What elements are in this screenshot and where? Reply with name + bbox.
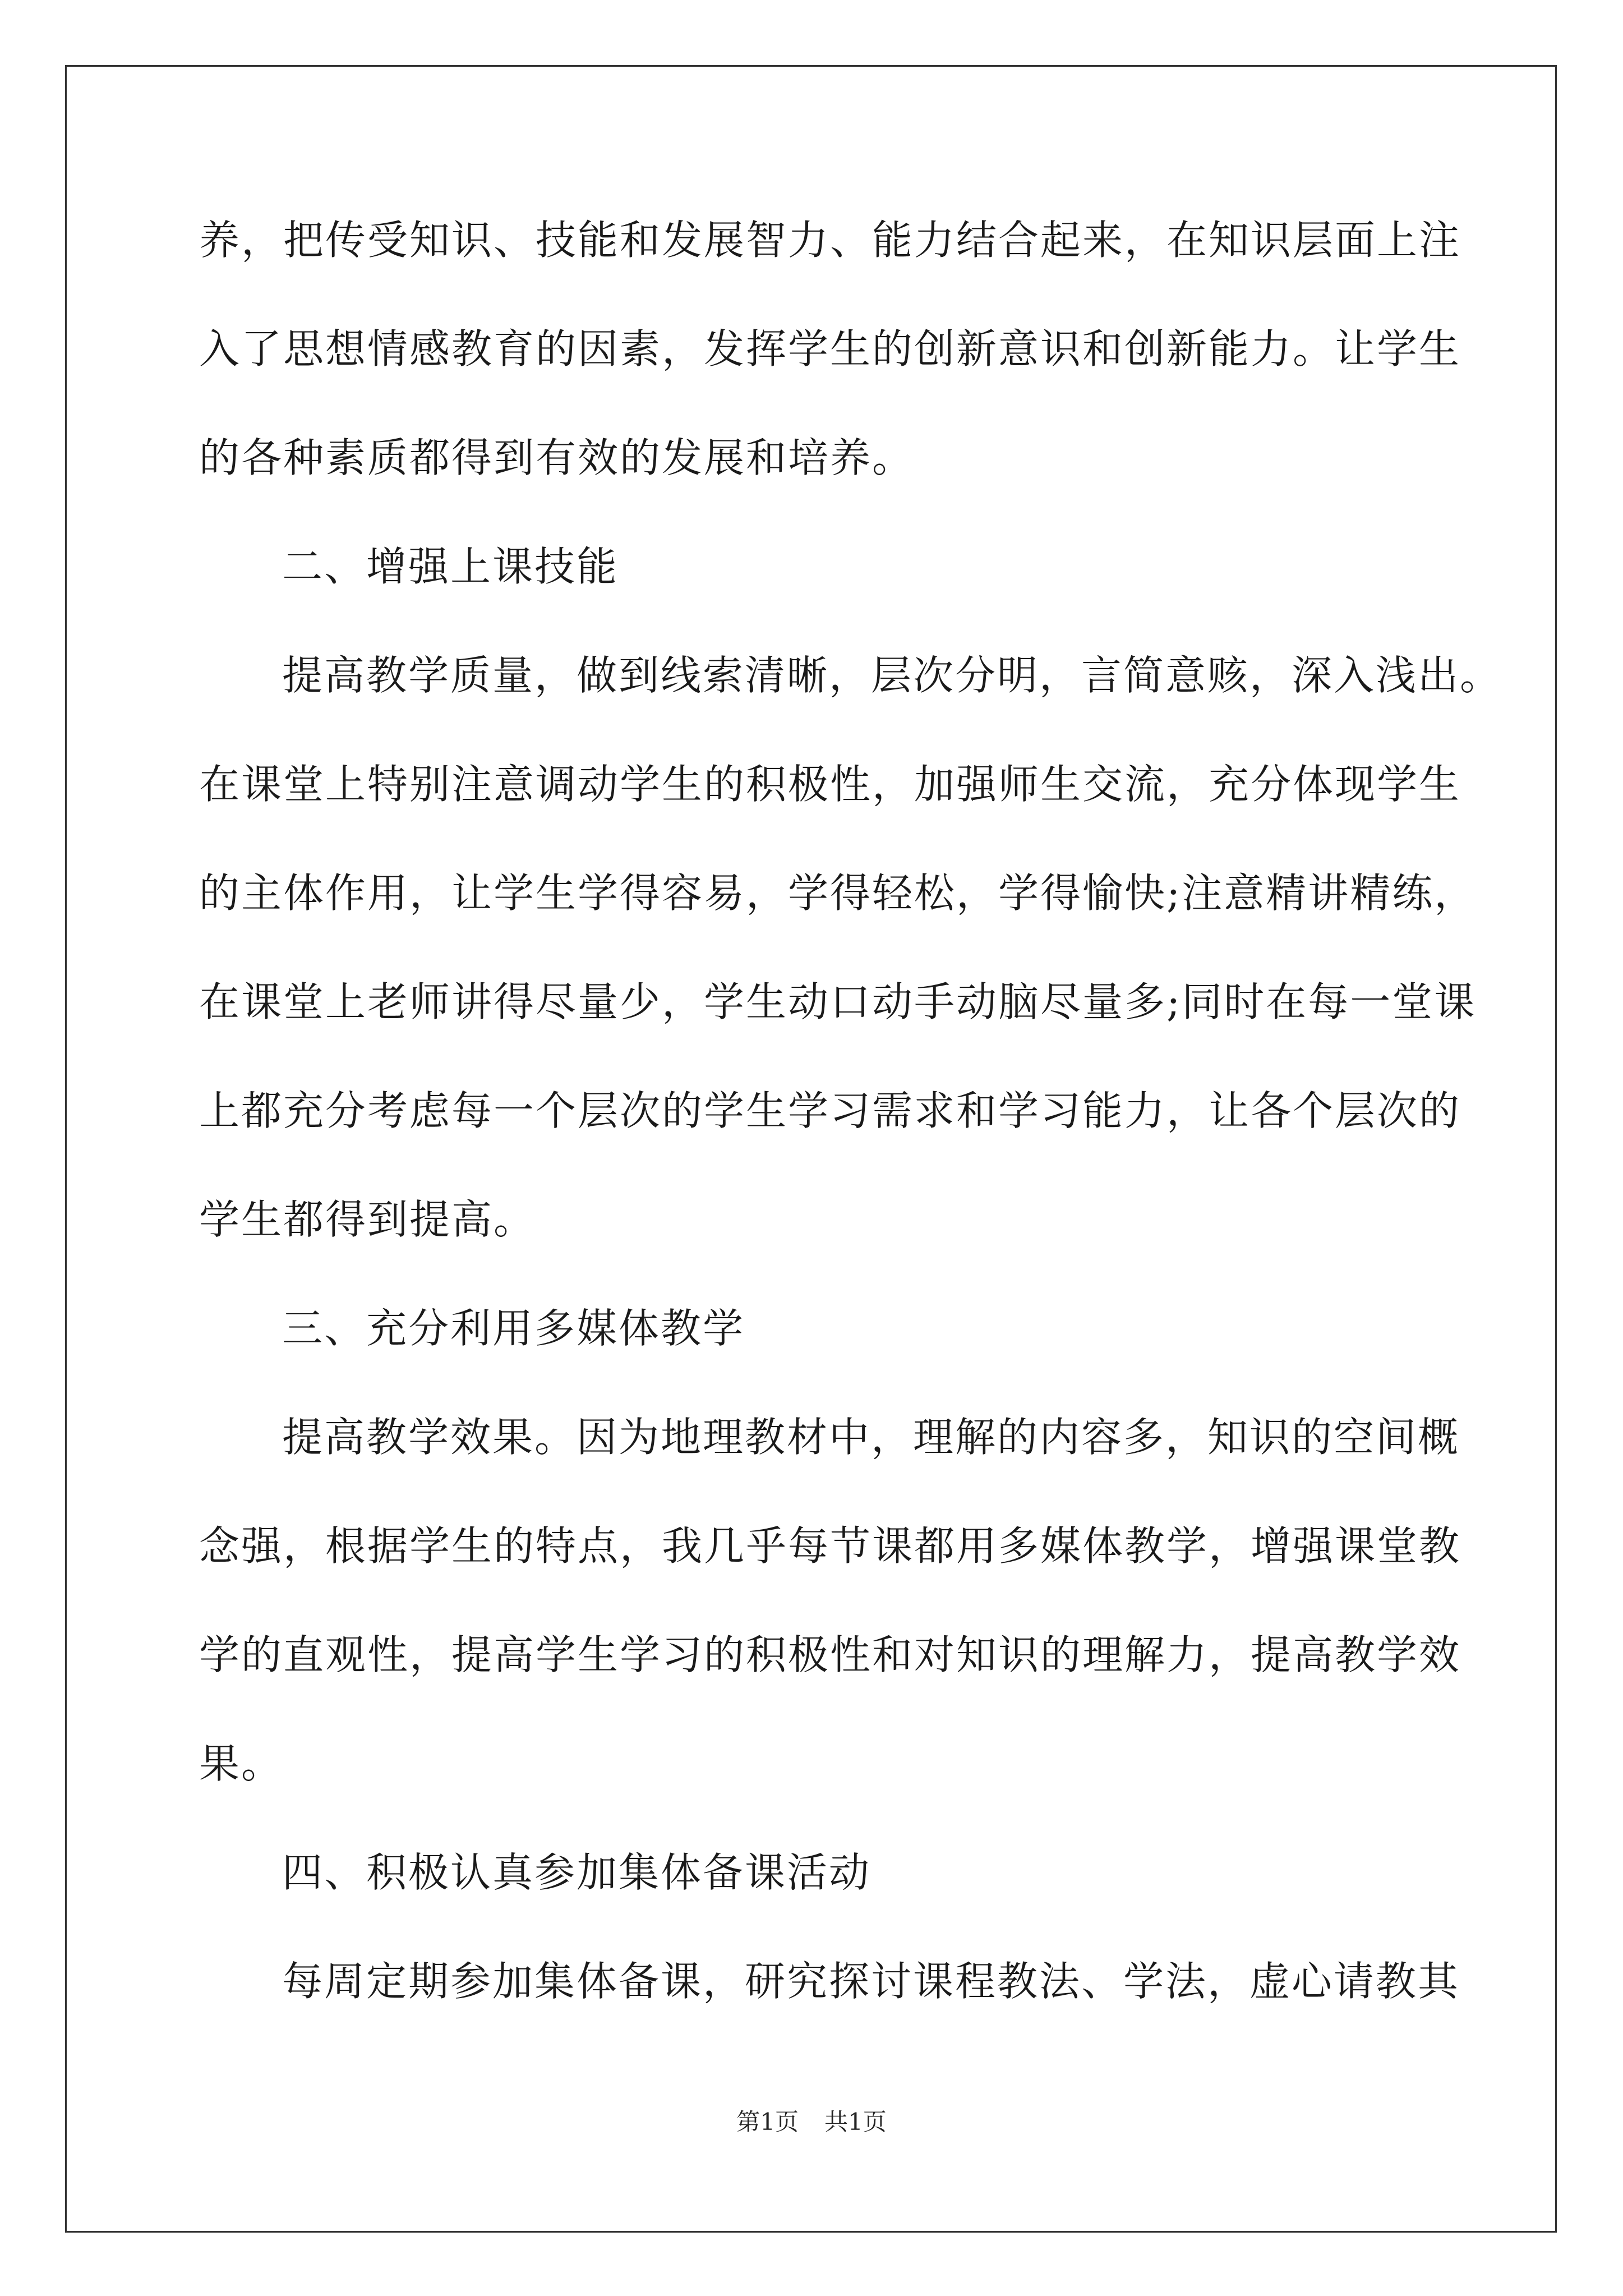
page-number: 第1页 bbox=[736, 2108, 799, 2136]
paragraph-line: 每周定期参加集体备课，研究探讨课程教法、学法，虚心请教其 bbox=[282, 1958, 1460, 2005]
document-body bbox=[199, 213, 1502, 2063]
paragraph-line: 入了思想情感教育的因素，发挥学生的创新意识和创新能力。让学生 bbox=[199, 325, 1461, 372]
section-heading: 二、增强上课技能 bbox=[282, 543, 619, 590]
paragraph-line: 学的直观性，提高学生学习的积极性和对知识的理解力，提高教学效 bbox=[199, 1631, 1461, 1678]
paragraph-line: 提高教学效果。因为地理教材中，理解的内容多，知识的空间概 bbox=[282, 1414, 1460, 1461]
page-total: 共1页 bbox=[824, 2108, 887, 2136]
paragraph-line: 养，把传受知识、技能和发展智力、能力结合起来，在知识层面上注 bbox=[199, 217, 1461, 264]
paragraph-line: 的主体作用，让学生学得容易，学得轻松，学得愉快;注意精讲精练， bbox=[199, 869, 1477, 917]
paragraph-line: 果。 bbox=[199, 1740, 284, 1787]
paragraph-line: 的各种素质都得到有效的发展和培养。 bbox=[199, 434, 915, 481]
paragraph-line: 在课堂上老师讲得尽量少，学生动口动手动脑尽量多;同时在每一堂课 bbox=[199, 978, 1477, 1025]
section-heading: 四、积极认真参加集体备课活动 bbox=[282, 1849, 872, 1896]
paragraph-line: 提高教学质量，做到线索清晰，层次分明，言简意赅，深入浅出。 bbox=[282, 652, 1502, 699]
section-heading: 三、充分利用多媒体教学 bbox=[282, 1305, 745, 1352]
page-footer bbox=[0, 2106, 1623, 2138]
paragraph-line: 念强，根据学生的特点，我几乎每节课都用多媒体教学，增强课堂教 bbox=[199, 1522, 1461, 1570]
paragraph-line: 上都充分考虑每一个层次的学生学习需求和学习能力，让各个层次的 bbox=[199, 1087, 1461, 1134]
paragraph-line: 学生都得到提高。 bbox=[199, 1196, 536, 1243]
paragraph-line: 在课堂上特别注意调动学生的积极性，加强师生交流，充分体现学生 bbox=[199, 761, 1461, 808]
